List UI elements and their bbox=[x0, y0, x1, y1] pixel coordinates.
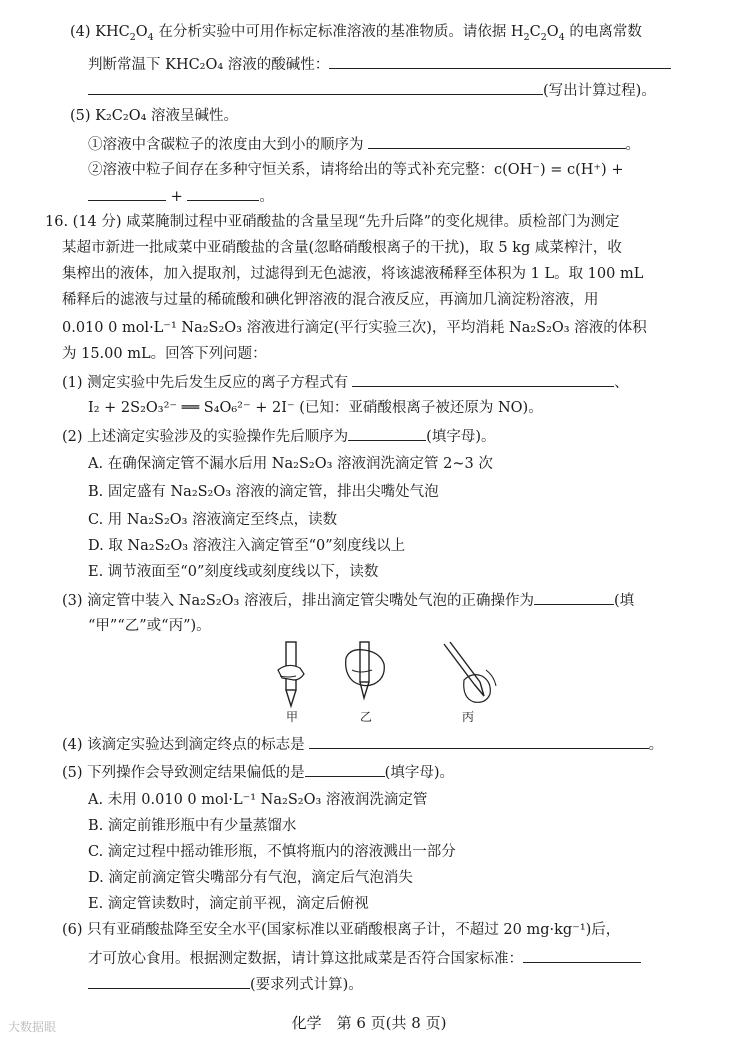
text: (4) KHC bbox=[70, 24, 130, 40]
q16-part5-option: C. 滴定过程中摇动锥形瓶，不慎将瓶内的溶液溅出一部分 bbox=[88, 844, 456, 860]
text: 才可放心食用。根据测定数据，请计算这批咸菜是否符合国家标准： bbox=[88, 951, 523, 967]
answer-blank[interactable] bbox=[534, 590, 614, 605]
q16-part1-line2: I₂ + 2S₂O₃²⁻ ══ S₄O₆²⁻ + 2I⁻ (已知：亚硝酸根离子被还原为 NO)。 bbox=[88, 400, 543, 416]
q16-part5-option: D. 滴定前滴定管尖嘴部分有气泡，滴定后气泡消失 bbox=[88, 870, 413, 886]
text: (1) 测定实验中先后发生反应的离子方程式有 bbox=[62, 375, 349, 391]
answer-blank[interactable] bbox=[309, 734, 649, 749]
text: 。 bbox=[625, 137, 640, 153]
q16-part3-line2: “甲”“乙”或“丙”)。 bbox=[88, 618, 211, 634]
q16-part5-head bbox=[62, 762, 454, 783]
q16-part5-option: E. 滴定管读数时，滴定前平视，滴定后俯视 bbox=[88, 896, 369, 912]
q16-intro-line: 稀释后的滤液与过量的稀硫酸和碘化钾溶液的混合液反应，再滴加几滴淀粉溶液，用 bbox=[62, 292, 599, 308]
burette-bing-figure bbox=[434, 640, 502, 710]
text: (4) 该滴定实验达到滴定终点的标志是 bbox=[62, 737, 305, 753]
text: (5) 下列操作会导致测定结果偏低的是 bbox=[62, 765, 305, 781]
text: (填 bbox=[613, 593, 635, 609]
answer-blank[interactable] bbox=[88, 80, 543, 95]
q16-part2-option: B. 固定盛有 Na₂S₂O₃ 溶液的滴定管，排出尖嘴处气泡 bbox=[88, 484, 439, 500]
burette-jia-figure bbox=[272, 640, 312, 710]
q16-intro-line: 集榨出的液体，加入提取剂，过滤得到无色滤液，将该滤液稀释至体积为 1 L。取 100 mL bbox=[62, 266, 644, 282]
q16-part2-option: D. 取 Na₂S₂O₃ 溶液注入滴定管至“0”刻度线以上 bbox=[88, 538, 406, 554]
text: (3) 滴定管中装入 Na₂S₂O₃ 溶液后，排出滴定管尖嘴处气泡的正确操作为 bbox=[62, 593, 534, 609]
page-footer: 化学 第 6 页(共 8 页) bbox=[291, 1014, 447, 1032]
text: (2) 上述滴定实验涉及的实验操作先后顺序为 bbox=[62, 429, 349, 445]
q16-intro-line: 某超市新进一批咸菜中亚硝酸盐的含量(忽略硝酸根离子的干扰)，取 5 kg 咸菜榨汁，收 bbox=[62, 240, 622, 256]
q16-part6-line2 bbox=[88, 948, 641, 969]
q15-part4-line2 bbox=[88, 54, 671, 75]
q16-part1-line1 bbox=[62, 372, 629, 393]
burette-figures bbox=[262, 640, 502, 725]
q15-part5-item2-cont bbox=[88, 186, 274, 207]
text: + bbox=[170, 189, 183, 205]
q16-part3-line1 bbox=[62, 590, 634, 611]
burette-yi-figure bbox=[340, 640, 390, 710]
q16-intro-line: 16. (14 分) 咸菜腌制过程中亚硝酸盐的含量呈现“先升后降”的变化规律。质检部门为测定 bbox=[45, 214, 620, 230]
figure-label-yi: 乙 bbox=[360, 710, 373, 724]
q16-part6-line3 bbox=[88, 974, 363, 995]
text: (填字母)。 bbox=[426, 429, 496, 445]
q16-intro-line: 为 15.00 mL。回答下列问题： bbox=[62, 346, 267, 362]
text: 判断常温下 KHC₂O₄ 溶液的酸碱性： bbox=[88, 57, 330, 73]
subscript: 2 bbox=[523, 31, 530, 43]
answer-blank[interactable] bbox=[187, 186, 259, 201]
answer-blank[interactable] bbox=[305, 762, 385, 777]
text: 在分析实验中可用作标定标准溶液的基准物质。请依据 H bbox=[153, 24, 524, 40]
text: 的电离常数 bbox=[564, 24, 642, 40]
text: C bbox=[529, 24, 541, 40]
q15-part5-item1 bbox=[88, 134, 640, 155]
subscript: 2 bbox=[129, 31, 136, 43]
q16-part2-option: C. 用 Na₂S₂O₃ 溶液滴定至终点，读数 bbox=[88, 512, 338, 528]
text: (写出计算过程)。 bbox=[543, 83, 656, 99]
text: O bbox=[546, 24, 559, 40]
subscript: 4 bbox=[558, 31, 565, 43]
answer-blank[interactable] bbox=[329, 54, 671, 69]
q15-part5-head: (5) K₂C₂O₄ 溶液呈碱性。 bbox=[70, 108, 239, 124]
text: O bbox=[135, 24, 148, 40]
answer-blank[interactable] bbox=[88, 974, 250, 989]
q16-part2-option: E. 调节液面至“0”刻度线或刻度线以下，读数 bbox=[88, 564, 379, 580]
answer-blank[interactable] bbox=[348, 426, 426, 441]
q16-part2-head bbox=[62, 426, 495, 447]
q16-part5-option: A. 未用 0.010 0 mol·L⁻¹ Na₂S₂O₃ 溶液润洗滴定管 bbox=[88, 792, 428, 808]
answer-blank[interactable] bbox=[88, 186, 166, 201]
q16-part6-line1: (6) 只有亚硝酸盐降至安全水平(国家标准以亚硝酸根离子计，不超过 20 mg·kg⁻¹)后， bbox=[62, 922, 621, 938]
q16-part4 bbox=[62, 734, 663, 755]
text: ①溶液中含碳粒子的浓度由大到小的顺序为 bbox=[88, 137, 364, 153]
q15-part5-item2: ②溶液中粒子间存在多种守恒关系，请将给出的等式补充完整：c(OH⁻) = c(H⁺) + bbox=[88, 162, 624, 178]
text: 、 bbox=[614, 375, 629, 391]
watermark: 大数据眼 bbox=[8, 1020, 57, 1034]
q15-part4-line3 bbox=[88, 80, 656, 101]
text: 。 bbox=[648, 737, 664, 753]
text: (要求列式计算)。 bbox=[250, 977, 363, 993]
q16-part2-option: A. 在确保滴定管不漏水后用 Na₂S₂O₃ 溶液润洗滴定管 2~3 次 bbox=[88, 456, 493, 472]
figure-label-bing: 丙 bbox=[462, 710, 475, 724]
subscript: 2 bbox=[540, 31, 547, 43]
text: 。 bbox=[259, 189, 274, 205]
text: (填字母)。 bbox=[384, 765, 454, 781]
q16-intro-line: 0.010 0 mol·L⁻¹ Na₂S₂O₃ 溶液进行滴定(平行实验三次)，平均消耗 Na₂S₂O₃ 溶液的体积 bbox=[62, 320, 647, 336]
figure-label-jia: 甲 bbox=[286, 710, 299, 724]
answer-blank[interactable] bbox=[523, 948, 641, 963]
q15-part4-line1 bbox=[70, 22, 642, 42]
answer-blank[interactable] bbox=[368, 134, 626, 149]
subscript: 4 bbox=[147, 31, 154, 43]
answer-blank[interactable] bbox=[352, 372, 614, 387]
q16-part5-option: B. 滴定前锥形瓶中有少量蒸馏水 bbox=[88, 818, 297, 834]
